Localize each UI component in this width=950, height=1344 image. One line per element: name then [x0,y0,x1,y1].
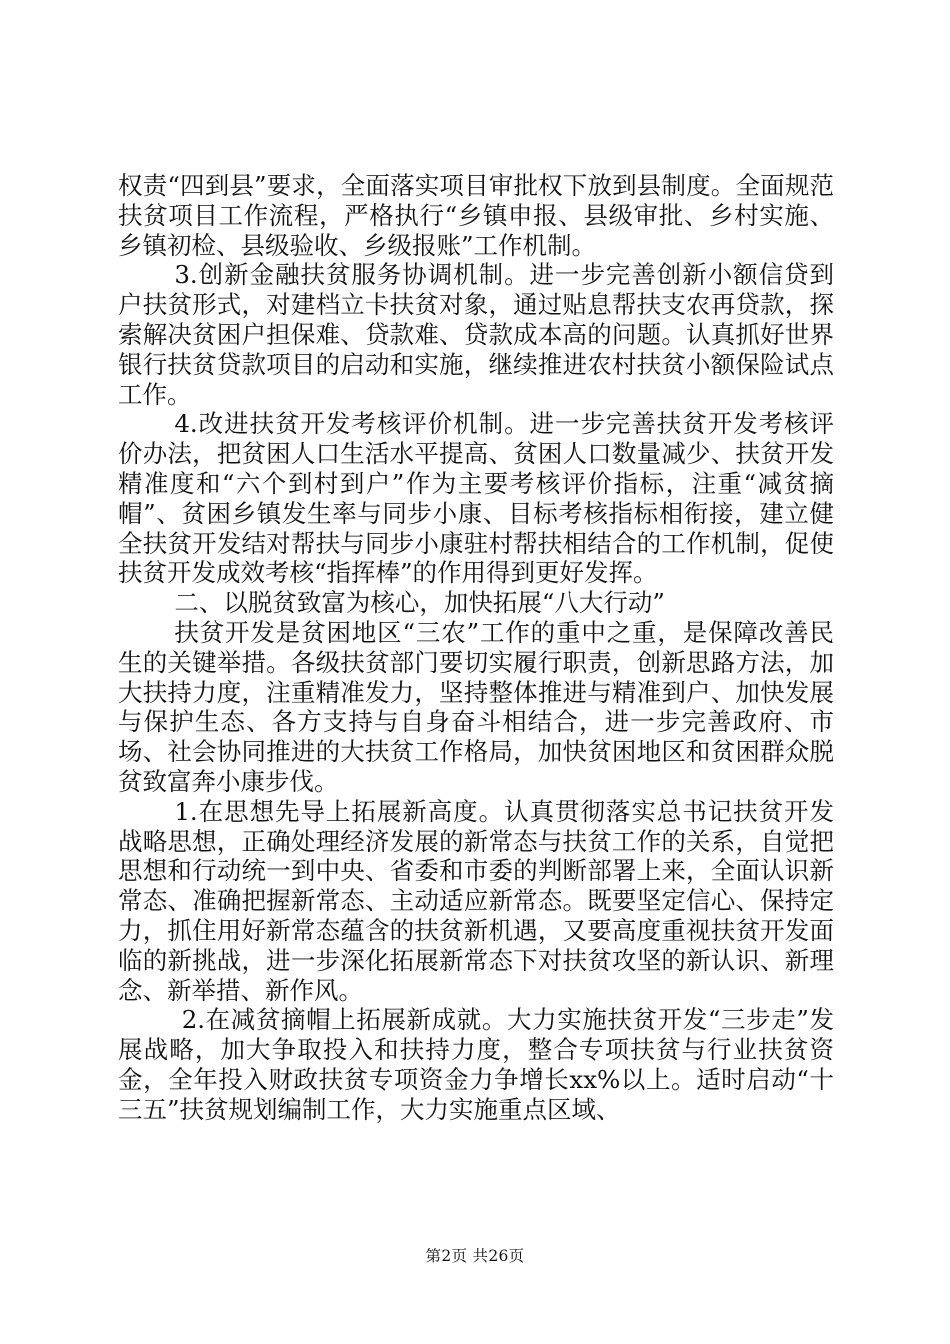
paragraph-section-intro: 扶贫开发是贫困地区“三农”工作的重中之重，是保障改善民生的关键举措。各级扶贫部门要切实履行职责，创新思路方法，加大扶持力度，注重精准发力，坚持整体推进与精准到户、加快发展与保护生态、各方支持与自身奋斗相结合，进一步完善政府、市场、社会协同推进的大扶贫工作格局，加快贫困地区和贫困群众脱贫致富奔小康步伐。 [118,617,834,796]
paragraph-item-3: 3.创新金融扶贫服务协调机制。进一步完善创新小额信贷到户扶贫形式，对建档立卡扶贫对象，通过贴息帮扶支农再贷款，探索解决贫困户担保难、贷款难、贷款成本高的问题。认真抓好世界银行扶贫贷款项目的启动和实施，继续推进农村扶贫小额保险试点工作。 [118,260,834,409]
paragraph-item-4: 4.改进扶贫开发考核评价机制。进一步完善扶贫开发考核评价办法，把贫困人口生活水平提高、贫困人口数量减少、扶贫开发精准度和“六个到村到户”作为主要考核评价指标，注重“减贫摘帽”、贫困乡镇发生率与同步小康、目标考核指标相衔接，建立健全扶贫开发结对帮扶与同步小康驻村帮扶相结合的工作机制，促使扶贫开发成效考核“指挥棒”的作用得到更好发挥。 [118,409,834,588]
document-body [118,171,834,1125]
paragraph-action-2: 2.在减贫摘帽上拓展新成就。大力实施扶贫开发“三步走”发展战略，加大争取投入和扶持力度，整合专项扶贫与行业扶贫资金，全年投入财政扶贫专项资金力争增长xx%以上。适时启动“十三五”扶贫规划编制工作，大力实施重点区域、 [118,1005,834,1124]
paragraph-action-1: 1.在思想先导上拓展新高度。认真贯彻落实总书记扶贫开发战略思想，正确处理经济发展的新常态与扶贫工作的关系，自觉把思想和行动统一到中央、省委和市委的判断部署上来，全面认识新常态、准确把握新常态、主动适应新常态。既要坚定信心、保持定力，抓住用好新常态蕴含的扶贫新机遇，又要高度重视扶贫开发面临的新挑战，进一步深化拓展新常态下对扶贫攻坚的新认识、新理念、新举措、新作风。 [118,796,834,1005]
section-heading-2: 二、以脱贫致富为核心，加快拓展“八大行动” [174,588,665,618]
page-footer: 第2页 共26页 [425,1247,525,1265]
paragraph-continuation: 权责“四到县”要求，全面落实项目审批权下放到县制度。全面规范扶贫项目工作流程，严格执行“乡镇申报、县级审批、乡村实施、乡镇初检、县级验收、乡级报账”工作机制。 [118,171,834,260]
